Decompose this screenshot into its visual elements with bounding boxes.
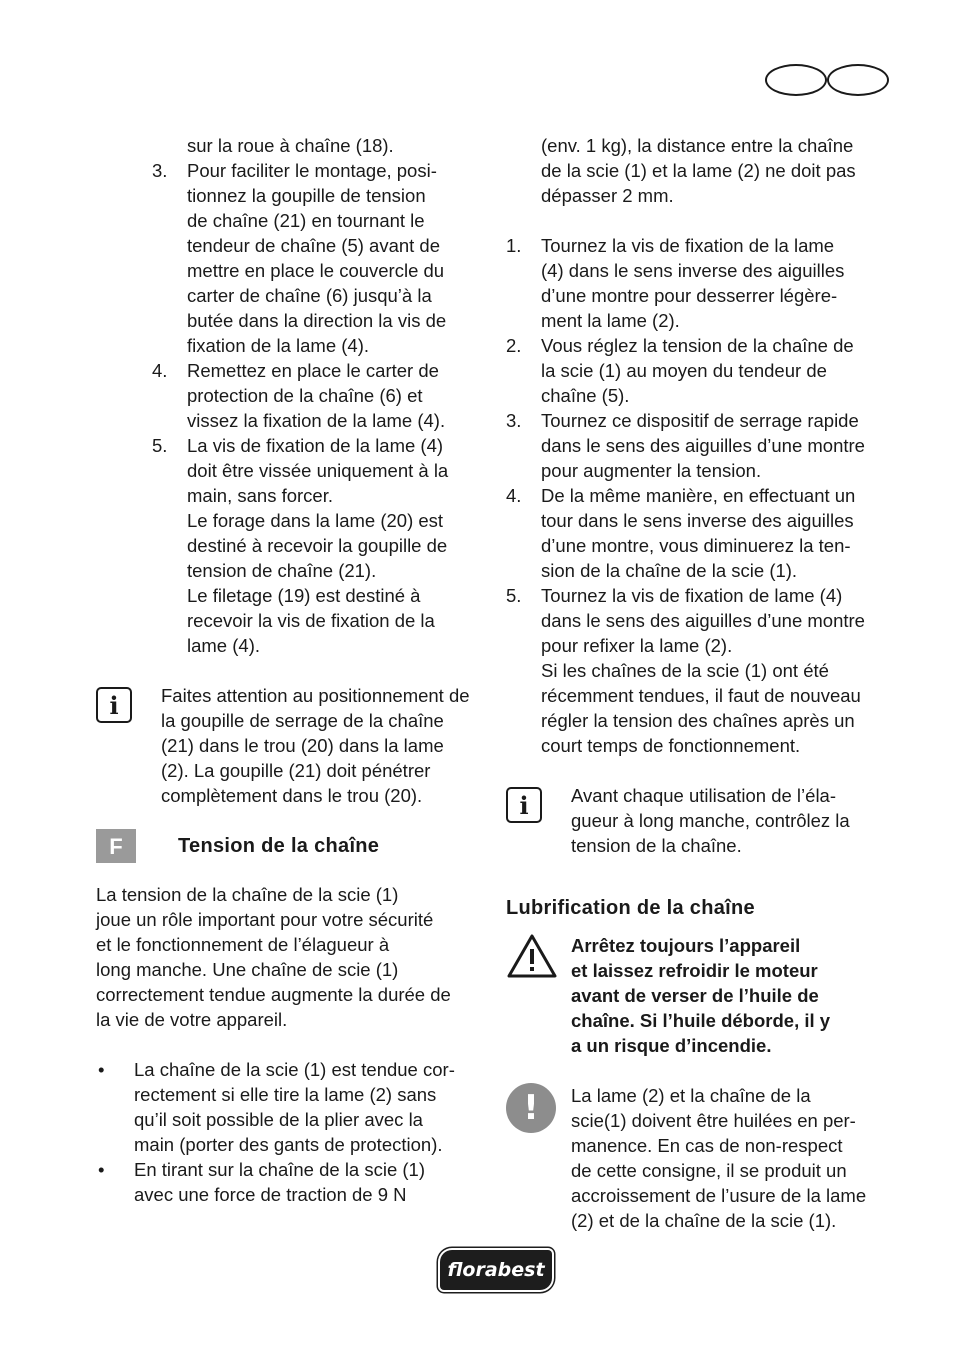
warning-text: Arrêtez toujours l’appareil et laissez refroidir le moteur avant de verser de l’huile de chaîne. Si l’huile déborde, il y a un risque d’incendie. [571, 935, 831, 1056]
note-text: Faites attention au positionnement de la goupille de serrage de la chaîne (21) dans le trou (20) dans la lame (2). La goupille (21) doit pénétrer complètement dans le trou (20). [161, 685, 470, 806]
bullet-text: La chaîne de la scie (1) est tendue cor- rectement si elle tire la lame (2) sans qu’il soit possible de la plier avec la main (porter des gants de protection). [134, 1059, 455, 1155]
list-item [96, 1157, 482, 1207]
intro-paragraph: La tension de la chaîne de la scie (1) joue un rôle important pour votre sécurité et le fonctionnement de l’élagueur à long manche. Une chaîne de scie (1) correctement tendue augmente la durée de la vie de votre appareil. [96, 884, 451, 1030]
bullet-symbol: • [98, 1159, 105, 1180]
step-text: Remettez en place le carter de protection de la chaîne (6) et vissez la fixation de la lame (4). [187, 360, 446, 431]
step-number: 5. [152, 435, 168, 456]
steps-list-left [96, 158, 482, 658]
caution-text: La lame (2) et la chaîne de la scie(1) doivent être huilées en per- manence. En cas de non-respect de cette consigne, il se produit un accroissement de l’usure de la lame (2) et de la chaîne de la scie (1). [571, 1085, 867, 1231]
warning-triangle-icon [506, 933, 558, 979]
bullet-symbol: • [98, 1059, 105, 1080]
step-number: 4. [506, 485, 522, 506]
info-note-right [506, 783, 894, 858]
step-number: 4. [152, 360, 168, 381]
step-text: Tournez la vis de fixation de la lame (4) dans le sens inverse des aiguilles d’une montre pour desserrer légère- ment la lame (2). [541, 235, 845, 331]
lubrication-heading: Lubrification de la chaîne [506, 897, 755, 919]
section-heading [96, 829, 482, 863]
language-badge [765, 64, 889, 98]
list-item [506, 333, 894, 408]
step-text: Pour faciliter le montage, posi- tionnez la goupille de tension de chaîne (21) en tournant le tendeur de chaîne (5) avant de mettre en place le couvercle du carter de chaîne (6) jusqu’à la butée dans la direction la vis de fixation de la lame (4). [187, 160, 447, 356]
step-text: De la même manière, en effectuant un tour dans le sens inverse des aiguilles d’une montre, vous diminuerez la ten- sion de la chaîne de la scie (1). [541, 485, 856, 581]
steps-list-right [506, 233, 894, 758]
left-column [96, 133, 482, 1207]
list-item [506, 408, 894, 483]
note-text: Avant chaque utilisation de l’éla- gueur à long manche, contrôlez la tension de la chaîne. [571, 785, 850, 856]
list-item [152, 158, 482, 358]
section-letter-badge: F [96, 829, 136, 863]
step-number: 3. [506, 410, 522, 431]
language-oval-right [827, 64, 889, 96]
bullet-text: En tirant sur la chaîne de la scie (1) avec une force de traction de 9 N [134, 1159, 426, 1205]
continued-line: sur la roue à chaîne (18). [187, 135, 394, 156]
step-text: Vous réglez la tension de la chaîne de la scie (1) au moyen du tendeur de chaîne (5). [541, 335, 854, 406]
step-text: Tournez la vis de fixation de lame (4) dans le sens des aiguilles d’une montre pour refixer la lame (2). Si les chaînes de la scie (1) ont été récemment tendues, il faut de nouveau régler la tension des chaînes après un court temps de fonctionnement. [541, 585, 865, 756]
info-icon: i [96, 687, 132, 723]
list-item [506, 583, 894, 758]
section-title: Tension de la chaîne [178, 834, 380, 857]
step-number: 1. [506, 235, 522, 256]
florabest-logo: florabest [440, 1250, 552, 1290]
info-icon: i [506, 787, 542, 823]
list-item [506, 483, 894, 583]
list-item [96, 1057, 482, 1157]
step-number: 3. [152, 160, 168, 181]
step-text: Tournez ce dispositif de serrage rapide dans le sens des aiguilles d’une montre pour augmenter la tension. [541, 410, 865, 481]
list-item [152, 358, 482, 433]
step-number: 5. [506, 585, 522, 606]
info-note-left [96, 683, 482, 808]
list-item [506, 233, 894, 333]
bullet-list [96, 1057, 482, 1207]
right-column [506, 133, 894, 1233]
caution-note [506, 1083, 894, 1233]
list-item [152, 433, 482, 658]
warning-note [506, 933, 894, 1058]
continued-paragraph: (env. 1 kg), la distance entre la chaîne de la scie (1) et la lame (2) ne doit pas dépasser 2 mm. [541, 135, 856, 206]
step-text: La vis de fixation de la lame (4) doit être vissée uniquement à la main, sans forcer. Le forage dans la lame (20) est destiné à recevoir la goupille de tension de chaîne (21). Le filetage (19) est destiné à recevoir la vis de fixation de la lame (4). [187, 435, 449, 656]
language-oval-left [765, 64, 827, 96]
exclamation-icon: ! [506, 1083, 556, 1133]
step-number: 2. [506, 335, 522, 356]
